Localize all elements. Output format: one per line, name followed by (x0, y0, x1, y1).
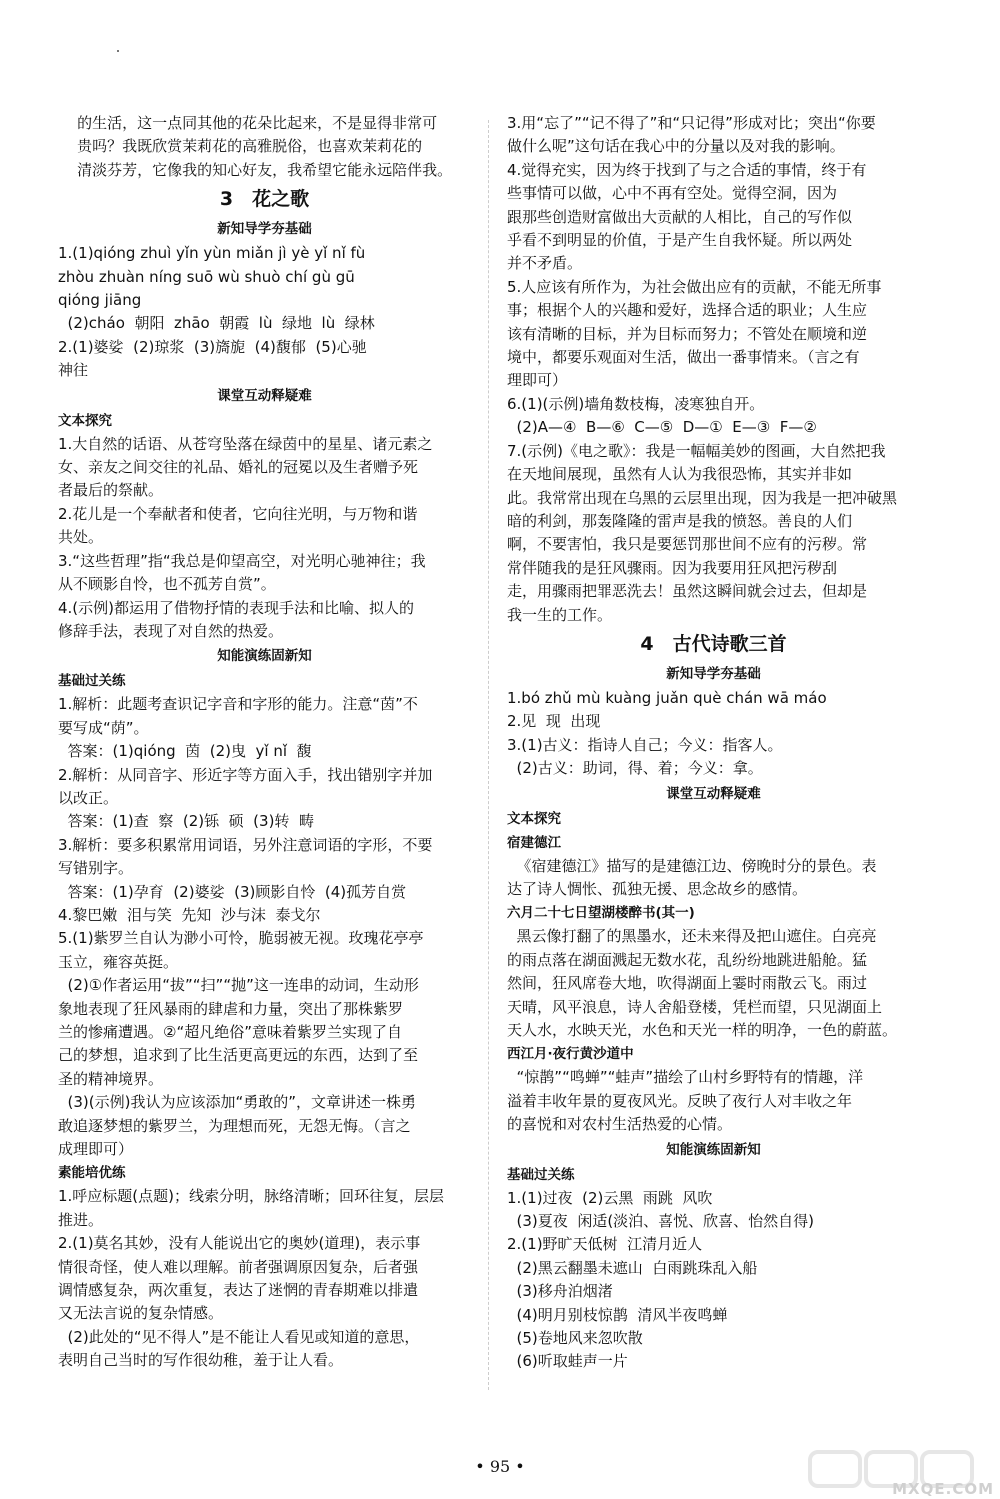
text-line: 些事情可以做，心中不再有空处。觉得空洞，因为 (507, 184, 838, 203)
text-line: (3)移舟泊烟渚 (507, 1282, 613, 1301)
subsection-heading: 课堂互动释疑难 (666, 785, 761, 802)
text-line: 答案：(1)孕育 (2)婆娑 (3)顾影自怜 (4)孤芳自赏 (58, 882, 407, 901)
text-line: 跟那些创造财富做出大贡献的人相比，自己的写作似 (507, 207, 853, 226)
text-line: 2.解析：从同音字、形近字等方面入手，找出错别字并加 (58, 765, 433, 784)
text-line: (2)此处的“见不得人”是不能让人看见或知道的意思， (58, 1327, 420, 1346)
text-line: 天晴，风平浪息，诗人舍船登楼，凭栏而望，只见湖面上 (507, 997, 883, 1016)
text-line: 在天地间展现，虽然有人认为我很恐怖，其实并非如 (507, 465, 853, 484)
text-line: 6.(1)(示例)墙角数枝梅，凌寒独自开。 (507, 394, 765, 413)
scan-speck (117, 50, 119, 52)
right-column (507, 112, 920, 1374)
text-line: 圣的精神境界。 (58, 1069, 164, 1088)
text-line: 黑云像打翻了的黑墨水，还未来得及把山遮住。白亮亮 (507, 927, 877, 946)
text-line: (6)听取蛙声一片 (507, 1352, 628, 1371)
text-line: 我一生的工作。 (507, 605, 613, 624)
text-line: zhòu zhuàn níng suō wù shuò chí gù gū (58, 267, 355, 286)
text-line: 此。我常常出现在乌黑的云层里出现，因为我是一把冲破黑 (507, 488, 898, 507)
text-line: 2.见 现 出现 (507, 712, 601, 731)
text-line: 然间，狂风席卷大地，吹得湖面上霎时雨散云飞。雨过 (507, 974, 868, 993)
block-label: 西江月·夜行黄沙道中 (507, 1046, 634, 1063)
text-line: 4.(示例)都运用了借物抒情的表现手法和比喻、拟人的 (58, 598, 415, 617)
text-line: 1.(1)qióng zhuì yǐn yùn miǎn jì yè yǐ nǐ fù (58, 244, 366, 263)
text-line: 4.觉得充实，因为终于找到了与之合适的事情，终于有 (507, 160, 867, 179)
text-line: 5.(1)紫罗兰自认为渺小可怜，脆弱被无视。玫瑰花亭亭 (58, 929, 424, 948)
text-line: 理即可） (507, 371, 568, 390)
text-line: 清淡芬芳，它像我的知心好友，我希望它能永远陪伴我。 (58, 160, 453, 179)
section-title: 4 古代诗歌三首 (640, 632, 787, 655)
text-line: 情很奇怪，使人难以理解。前者强调原因复杂，后者强 (58, 1257, 419, 1276)
text-line: 表明自己当时的写作很幼稚，羞于让人看。 (58, 1351, 344, 1370)
text-line: 玉立，雍容英挺。 (58, 952, 179, 971)
block-label: 文本探究 (58, 412, 112, 429)
text-line: (2)cháo 朝阳 zhāo 朝霞 lù 绿地 lù 绿林 (58, 314, 375, 333)
text-line: (2)黑云翻墨未遮山 白雨跳珠乱入船 (507, 1258, 758, 1277)
text-line: 境中，都要乐观面对生活，做出一番事情来。（言之有 (507, 348, 860, 367)
text-line: 3.(1)古义：指诗人自己；今义：指客人。 (507, 735, 783, 754)
text-line: 5.人应该有所作为，为社会做出应有的贡献，不能无所事 (507, 277, 882, 296)
text-line: 答案：(1)qióng 茵 (2)曳 yǐ nǐ 馥 (58, 742, 312, 761)
text-line: 3.用“忘了”“记不得了”和“只记得”形成对比；突出“你要 (507, 114, 876, 132)
text-line: 的喜悦和对农村生活热爱的心情。 (507, 1115, 733, 1134)
text-line: 天人水，水映天光，水色和天光一样的明净，一色的蔚蓝。 (507, 1021, 898, 1039)
text-line: 敢追逐梦想的紫罗兰，为理想而死，无怨无悔。（言之 (58, 1116, 411, 1135)
section-title: 3 花之歌 (219, 188, 310, 211)
text-line: 调情感复杂，两次重复，表达了迷惘的青春期难以排遣 (58, 1281, 419, 1300)
text-line: 又无法言说的复杂情感。 (58, 1304, 224, 1323)
text-line: (3)夏夜 闲适(淡泊、喜悦、欣喜、怡然自得) (507, 1212, 815, 1231)
column-divider (488, 120, 489, 1390)
text-line: 的生活，这一点同其他的花朵比起来，不是显得非常可 (58, 114, 438, 132)
text-line: qióng jiāng (58, 291, 142, 310)
watermark-text: MXQE.COM (892, 1480, 994, 1498)
text-line: 己的梦想，追求到了比生活更高更远的东西，达到了至 (58, 1046, 419, 1065)
subsection-heading: 知能演练固新知 (217, 648, 312, 665)
text-line: “惊鹊”“鸣蝉”“蛙声”描绘了山村乡野特有的情趣，洋 (507, 1068, 864, 1087)
text-line: 贵吗？我既欣赏茉莉花的高雅脱俗，也喜欢茉莉花的 (58, 137, 423, 156)
text-line: 兰的惨痛遭遇。②“超凡绝俗”意味着紫罗兰实现了自 (58, 1023, 402, 1041)
text-line: 的雨点落在湖面溅起无数水花，乱纷纷地跳进船舱。猛 (507, 950, 868, 969)
text-line: 神往 (58, 361, 89, 380)
text-line: (3)(示例)我认为应该添加“勇敢的”，文章讲述一株勇 (58, 1093, 417, 1112)
text-line: 3.“这些哲理”指“我总是仰望高空，对光明心驰神往；我 (58, 551, 426, 570)
text-line: 做什么呢”这句话在我心中的分量以及对我的影响。 (507, 137, 845, 156)
text-line: (4)明月别枝惊鹊 清风半夜鸣蝉 (507, 1305, 728, 1324)
text-line: 1.呼应标题(点题)；线索分明，脉络清晰；回环往复，层层 (58, 1187, 445, 1206)
subsection-heading: 课堂互动释疑难 (217, 387, 312, 404)
text-line: 并不矛盾。 (507, 254, 583, 273)
text-line: (2)①作者运用“拔”“扫”“抛”这一连串的动词，生动形 (58, 976, 419, 995)
text-line: (2)A—④ B—⑥ C—⑤ D—① E—③ F—② (507, 418, 817, 437)
subsection-heading: 知能演练固新知 (666, 1141, 761, 1158)
left-column (58, 112, 471, 1373)
block-label: 基础过关练 (507, 1166, 575, 1183)
text-line: 写错别字。 (58, 859, 134, 878)
text-line: (2)古义：助词，得、着；今义：拿。 (507, 759, 763, 778)
text-line: 啊，不要害怕，我只是要惩罚那世间不应有的污秽。常 (507, 535, 868, 554)
subsection-heading: 新知导学夯基础 (666, 665, 761, 682)
block-label: 六月二十七日望湖楼醉书(其一) (507, 905, 695, 922)
text-line: 2.(1)野旷天低树 江清月近人 (507, 1235, 703, 1254)
text-line: 推进。 (58, 1210, 104, 1229)
text-line: 1.大自然的话语、从苍穹坠落在绿茵中的星星、诸元素之 (58, 434, 433, 453)
block-label: 宿建德江 (507, 834, 561, 851)
text-line: 1.(1)过夜 (2)云黑 雨跳 风吹 (507, 1188, 713, 1207)
text-line: 女、亲友之间交往的礼品、婚礼的冠冕以及生者赠予死 (58, 458, 419, 477)
page-number: • 95 • (475, 1457, 525, 1476)
text-line: 成理即可） (58, 1140, 134, 1159)
text-line: 2.(1)莫名其妙，没有人能说出它的奥妙(道理)，表示事 (58, 1234, 421, 1253)
text-line: 常伴随我的是狂风骤雨。因为我要用狂风把污秽刮 (507, 558, 838, 577)
text-line: 4.黎巴嫩 泪与笑 先知 沙与沫 泰戈尔 (58, 905, 321, 924)
text-line: 走，用骤雨把罪恶洗去！虽然这瞬间就会过去，但却是 (507, 582, 868, 601)
text-line: 《宿建德江》描写的是建德江边、傍晚时分的景色。表 (507, 856, 877, 875)
text-line: 共处。 (58, 528, 104, 547)
text-line: 溢着丰收年景的夏夜风光。反映了夜行人对丰收之年 (507, 1091, 853, 1110)
text-line: 以改正。 (58, 788, 119, 807)
text-line: (5)卷地风来忽吹散 (507, 1329, 643, 1348)
text-line: 暗的利剑，那轰隆隆的雷声是我的愤怒。善良的人们 (507, 511, 853, 530)
text-line: 2.花儿是一个奉献者和使者，它向往光明，与万物和谐 (58, 504, 418, 523)
text-line: 象地表现了狂风暴雨的肆虐和力量，突出了那株紫罗 (58, 999, 404, 1018)
text-line: 事；根据个人的兴趣和爱好，选择合适的职业；人生应 (507, 301, 868, 320)
block-label: 基础过关练 (58, 673, 126, 690)
text-line: 3.解析：要多积累常用词语，另外注意词语的字形，不要 (58, 835, 433, 854)
subsection-heading: 新知导学夯基础 (217, 221, 312, 238)
text-line: 答案：(1)查 察 (2)铄 硕 (3)转 畴 (58, 812, 314, 831)
text-line: 7.(示例)《电之歌》：我是一幅幅美妙的图画，大自然把我 (507, 441, 886, 460)
text-line: 者最后的祭献。 (58, 481, 164, 500)
text-line: 1.bó zhǔ mù kuàng juǎn què chán wā máo (507, 688, 827, 707)
text-line: 该有清晰的目标，并为目标而努力；不管处在顺境和逆 (507, 324, 868, 343)
block-label: 文本探究 (507, 810, 561, 827)
text-line: 修辞手法，表现了对自然的热爱。 (58, 621, 284, 640)
block-label: 素能培优练 (58, 1165, 126, 1182)
text-line: 从不顾影自怜，也不孤芳自赏”。 (58, 575, 276, 594)
text-line: 要写成“荫”。 (58, 718, 149, 737)
text-line: 乎看不到明显的价值，于是产生自我怀疑。所以两处 (507, 231, 853, 250)
text-line: 达了诗人惆怅、孤独无援、思念故乡的感情。 (507, 879, 808, 898)
text-line: 2.(1)婆娑 (2)琼浆 (3)旖旎 (4)馥郁 (5)心驰 (58, 337, 367, 356)
text-line: 1.解析：此题考查识记字音和字形的能力。注意“茵”不 (58, 695, 418, 714)
